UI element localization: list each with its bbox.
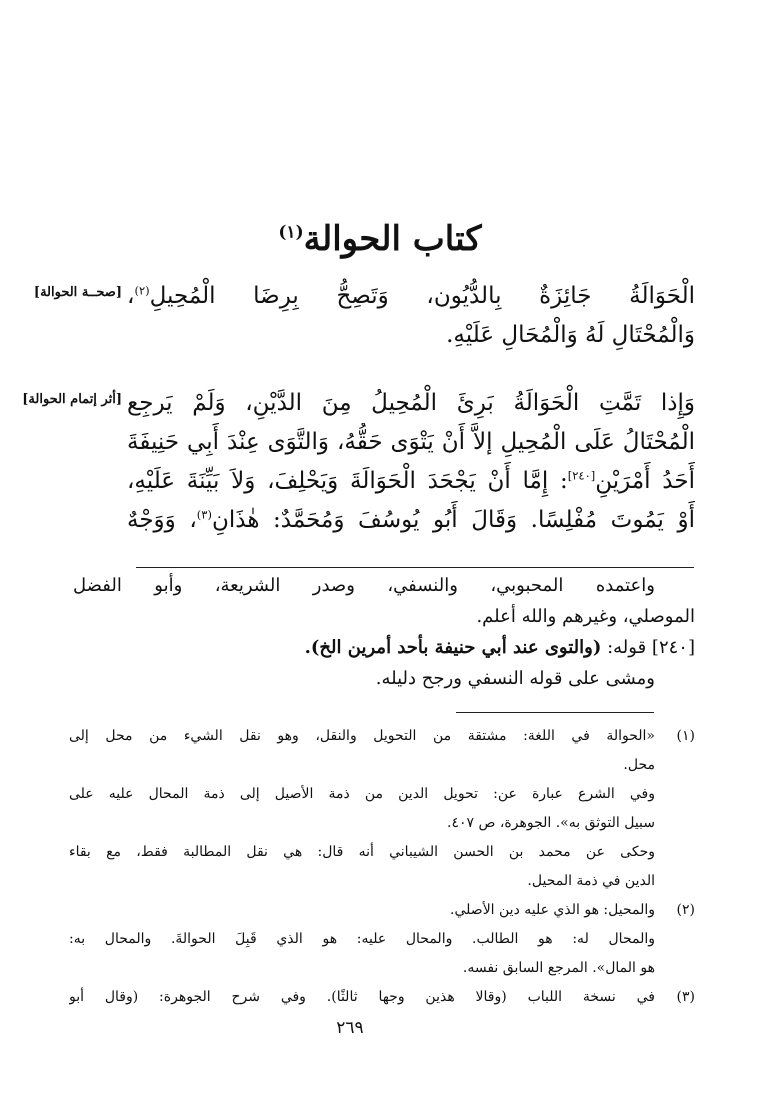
footnote-line: والمحال له: هو الطالب. والمحال عليه: هو الذي قَبِلَ الحوالةَ. والمحال به: [69,931,655,947]
text-line: الْمُحْتَالُ عَلَى الْمُحِيلِ إلاَّ أَنْ يَتْوَى حَقُّهُ، وَالتَّوَى عِنْدَ أَبِي حَنِيفَةَ [127,429,695,455]
footnotes [69,722,695,1012]
commentary-line: ومشى على قوله النسفي ورجح دليله. [375,668,655,689]
commentary-block [73,570,695,694]
footnote-line: في نسخة اللباب (وقالا هذين وجها ثالثًا). وفي شرح الجوهرة: (وقال أبو [69,989,655,1005]
footnote-line: هو المال». المرجع السابق نفسه. [462,960,655,976]
chapter-title-text: كتاب الحوالة [303,218,482,259]
side-note-effect: [أثر إتمام الحوالة] [22,392,122,407]
footnote [69,896,695,983]
text-line: أَوْ يَمُوتَ مُفْلِسًا. وَقَالَ أَبُو يُوسُفَ وَمُحَمَّدٌ: هٰذَانِ$^{(٣)}$، وَوَجْهٌ [127,507,695,533]
side-note-validity: [صحــة الحوالة] [33,285,122,300]
text-line: وَالْمُحْتَالِ لَهُ وَالْمُحَالِ عَلَيْهِ. [446,322,695,348]
footnote-ref: (٢) [134,283,150,298]
footnote [69,722,695,896]
footnote-line: والمحيل: هو الذي عليه دين الأصلي. [450,902,655,918]
text-line: وَإِذا تَمَّتِ الْحَوَالَةُ بَرِئَ الْمُحِيلُ مِنَ الدَّيْنِ، وَلَمْ يَرجِع [127,390,695,416]
paragraph-effect [127,384,695,540]
page-number: ٢٦٩ [336,1018,364,1038]
commentary-line: الموصلي، وغيرهم والله أعلم. [476,606,695,627]
commentary-quote: (والتوى عند أبي حنيفة بأحد أمرين الخ). [304,637,602,658]
footnote-line: وفي الشرع عبارة عن: تحويل الدين من ذمة الأصيل إلى ذمة المحال عليه على [69,786,655,802]
footnote-line: «الحوالة في اللغة: مشتقة من التحويل والنقل، وهو نقل الشيء من محل إلى [69,728,655,744]
commentary-line: واعتمده المحبوبي، والنسفي، وصدر الشريعة، وأبو الفضل [73,575,655,596]
footnote-line: سبيل التوثق به». الجوهرة، ص ٤٠٧. [447,815,655,831]
paragraph-validity [127,277,695,355]
footnote-line: الدين في ذمة المحيل. [527,873,655,889]
text-line: الْحَوَالَةُ جَائِزَةٌ بِالدُّيُون، وَتَصِحُّ بِرِضَا الْمُحِيلِ$^{(٢)}$، [127,283,695,309]
footnote-line: محل. [623,757,655,773]
footnote [69,983,695,1012]
commentary-note: [٢٤٠] قوله: (والتوى عند أبي حنيفة بأحد أمرين الخ). [304,637,695,658]
footnote-number: (٣) [676,989,695,1005]
footnote-number: (٢) [676,902,695,918]
footnote-ref: (١) [278,222,304,243]
chapter-title [180,219,580,259]
text-line: أَحَدُ أَمْرَيْنِ[٢٤٠]: إِمَّا أَنْ يَجْحَدَ الْحَوَالَةَ وَيَحْلِفَ، وَلاَ بَيِّنَةَ عَلَيْهِ، [127,468,695,494]
commentary-ref: [٢٤٠] [567,468,596,483]
footnote-ref: (٣) [196,507,212,522]
footnote-divider [456,712,654,713]
footnote-line: وحكى عن محمد بن الحسن الشيباني أنه قال: هي نقل المطالبة فقط، مع بقاء [69,844,655,860]
commentary-divider [136,567,694,568]
footnote-number: (١) [676,728,695,744]
